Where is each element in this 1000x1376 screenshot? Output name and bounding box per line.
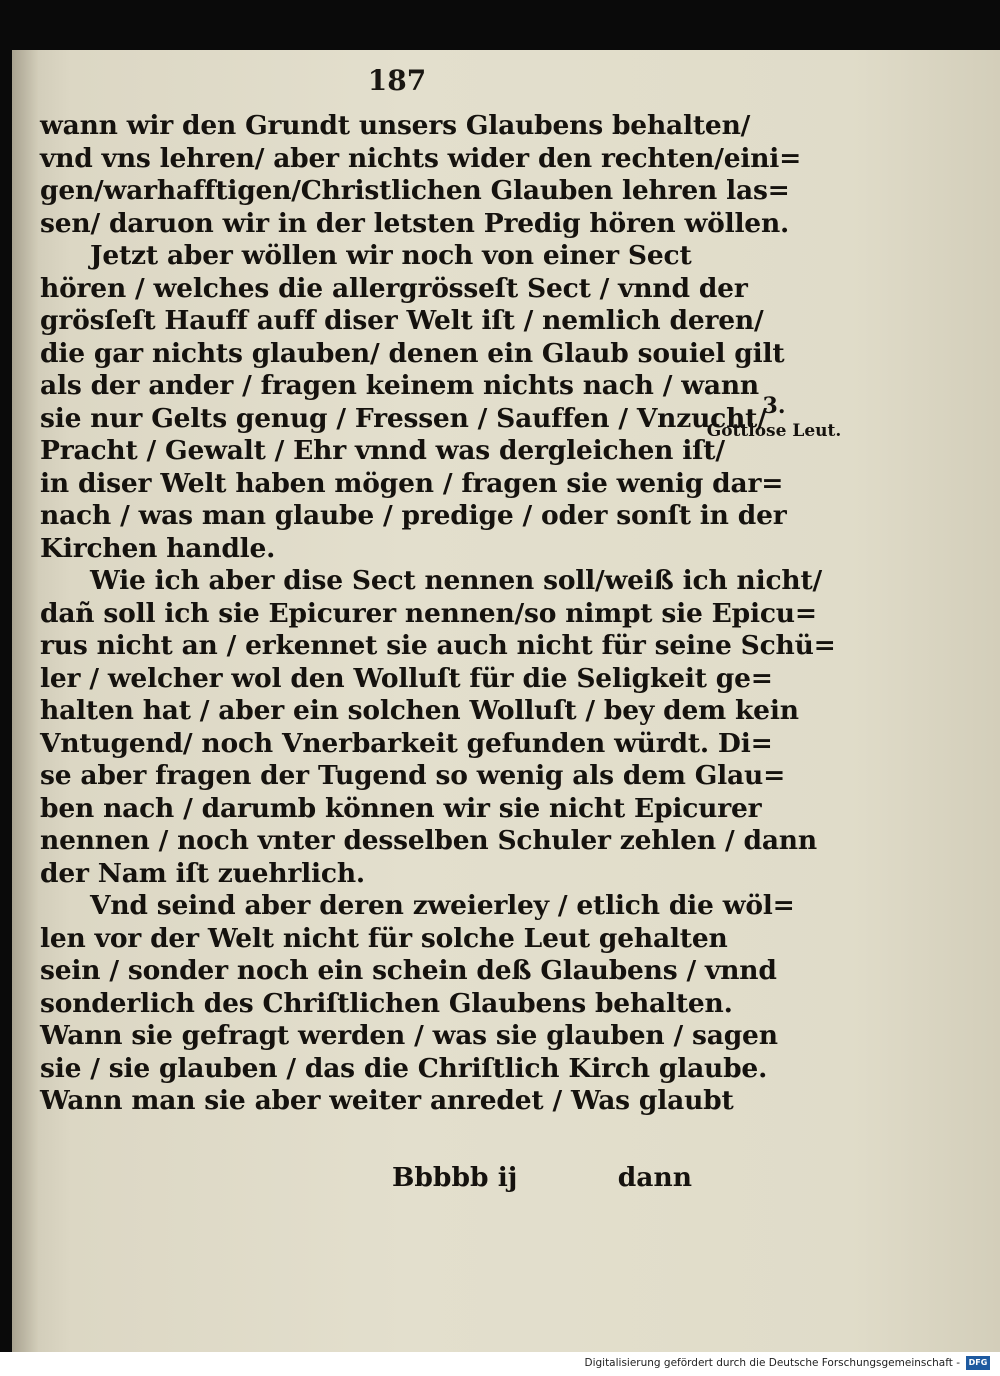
text-line: Pracht / Gewalt / Ehr vnnd was dergleichen iſt/: [40, 435, 725, 466]
text-line: sie nur Gelts genug / Fressen / Sauffen / Vnzucht/: [40, 402, 767, 434]
text-line: Vntugend/ noch Vnerbarkeit gefunden würdt. Di=: [40, 727, 773, 759]
footer-bar: [0, 1352, 1000, 1376]
text-line: sonderlich des Chriſtlichen Glaubens behalten.: [40, 987, 733, 1019]
text-line: in diser Welt haben mögen / fragen sie wenig dar=: [40, 467, 784, 499]
text-line: dañ soll ich sie Epicurer nennen/so nimpt sie Epicu=: [40, 597, 817, 629]
text-line: Kirchen handle.: [40, 532, 276, 564]
text-line: len vor der Welt nicht für solche Leut gehalten: [40, 922, 728, 954]
text-line: Wann man sie aber weiter anredet / Was glaubt: [40, 1085, 734, 1116]
catchword: dann: [617, 1162, 692, 1193]
text-line: rus nicht an / erkennet sie auch nicht für seine Schü=: [40, 630, 836, 661]
text-line: nennen / noch vnter desselben Schuler zehlen / dann: [40, 825, 817, 856]
text-line: Wann sie gefragt werden / was sie glauben / sagen: [40, 1020, 778, 1051]
text-line: vnd vns lehren/ aber nichts wider den rechten/eini=: [40, 142, 802, 174]
text-line: ler / welcher wol den Wolluſt für die Seligkeit ge=: [40, 662, 773, 694]
text-line: sein / sonder noch ein schein deß Glaubens / vnnd: [40, 955, 777, 986]
margin-note: [704, 392, 844, 442]
catchline: [392, 1162, 692, 1193]
text-line: gen/warhafftigen/Christlichen Glauben lehren las=: [40, 175, 790, 206]
text-line: als der ander / fragen keinem nichts nach / wann: [40, 370, 759, 401]
text-line: hören / welches die allergrösseſt Sect / vnnd der: [40, 272, 748, 304]
dfg-logo: DFG: [966, 1356, 990, 1370]
text-line: se aber fragen der Tugend so wenig als dem Glau=: [40, 760, 786, 791]
page-number: 187: [367, 64, 427, 97]
text-line: die gar nichts glauben/ denen ein Glaub souiel gilt: [40, 337, 785, 369]
footer-credit: Digitalisierung gefördert durch die Deutsche Forschungsgemeinschaft -: [584, 1357, 960, 1369]
text-line: halten hat / aber ein solchen Wolluſt / bey dem kein: [40, 695, 799, 726]
text-line: sie / sie glauben / das die Chriſtlich Kirch glaube.: [40, 1052, 768, 1084]
page-gutter: [12, 50, 38, 1352]
text-line: Wie ich aber dise Sect nennen soll/weiß ich nicht/: [90, 565, 822, 596]
text-line: grösſeſt Hauff auff diser Welt iſt / nemlich deren/: [40, 305, 764, 336]
text-line: Jetzt aber wöllen wir noch von einer Sect: [90, 240, 692, 271]
signature-mark: Bbbbb ij: [392, 1162, 518, 1193]
margin-note-label: Gottlose Leut.: [706, 421, 842, 441]
text-line: sen/ daruon wir in der letsten Predig hören wöllen.: [40, 207, 790, 239]
book-page: [12, 50, 1000, 1352]
margin-note-number: 3.: [762, 393, 786, 419]
text-line: wann wir den Grundt unsers Glaubens behalten/: [40, 110, 751, 141]
text-line: Vnd seind aber deren zweierley / etlich die wöl=: [90, 890, 795, 921]
text-line: der Nam iſt zuehrlich.: [40, 857, 365, 889]
text-line: nach / was man glaube / predige / oder sonſt in der: [40, 500, 787, 531]
text-line: ben nach / darumb können wir sie nicht Epicurer: [40, 792, 762, 824]
